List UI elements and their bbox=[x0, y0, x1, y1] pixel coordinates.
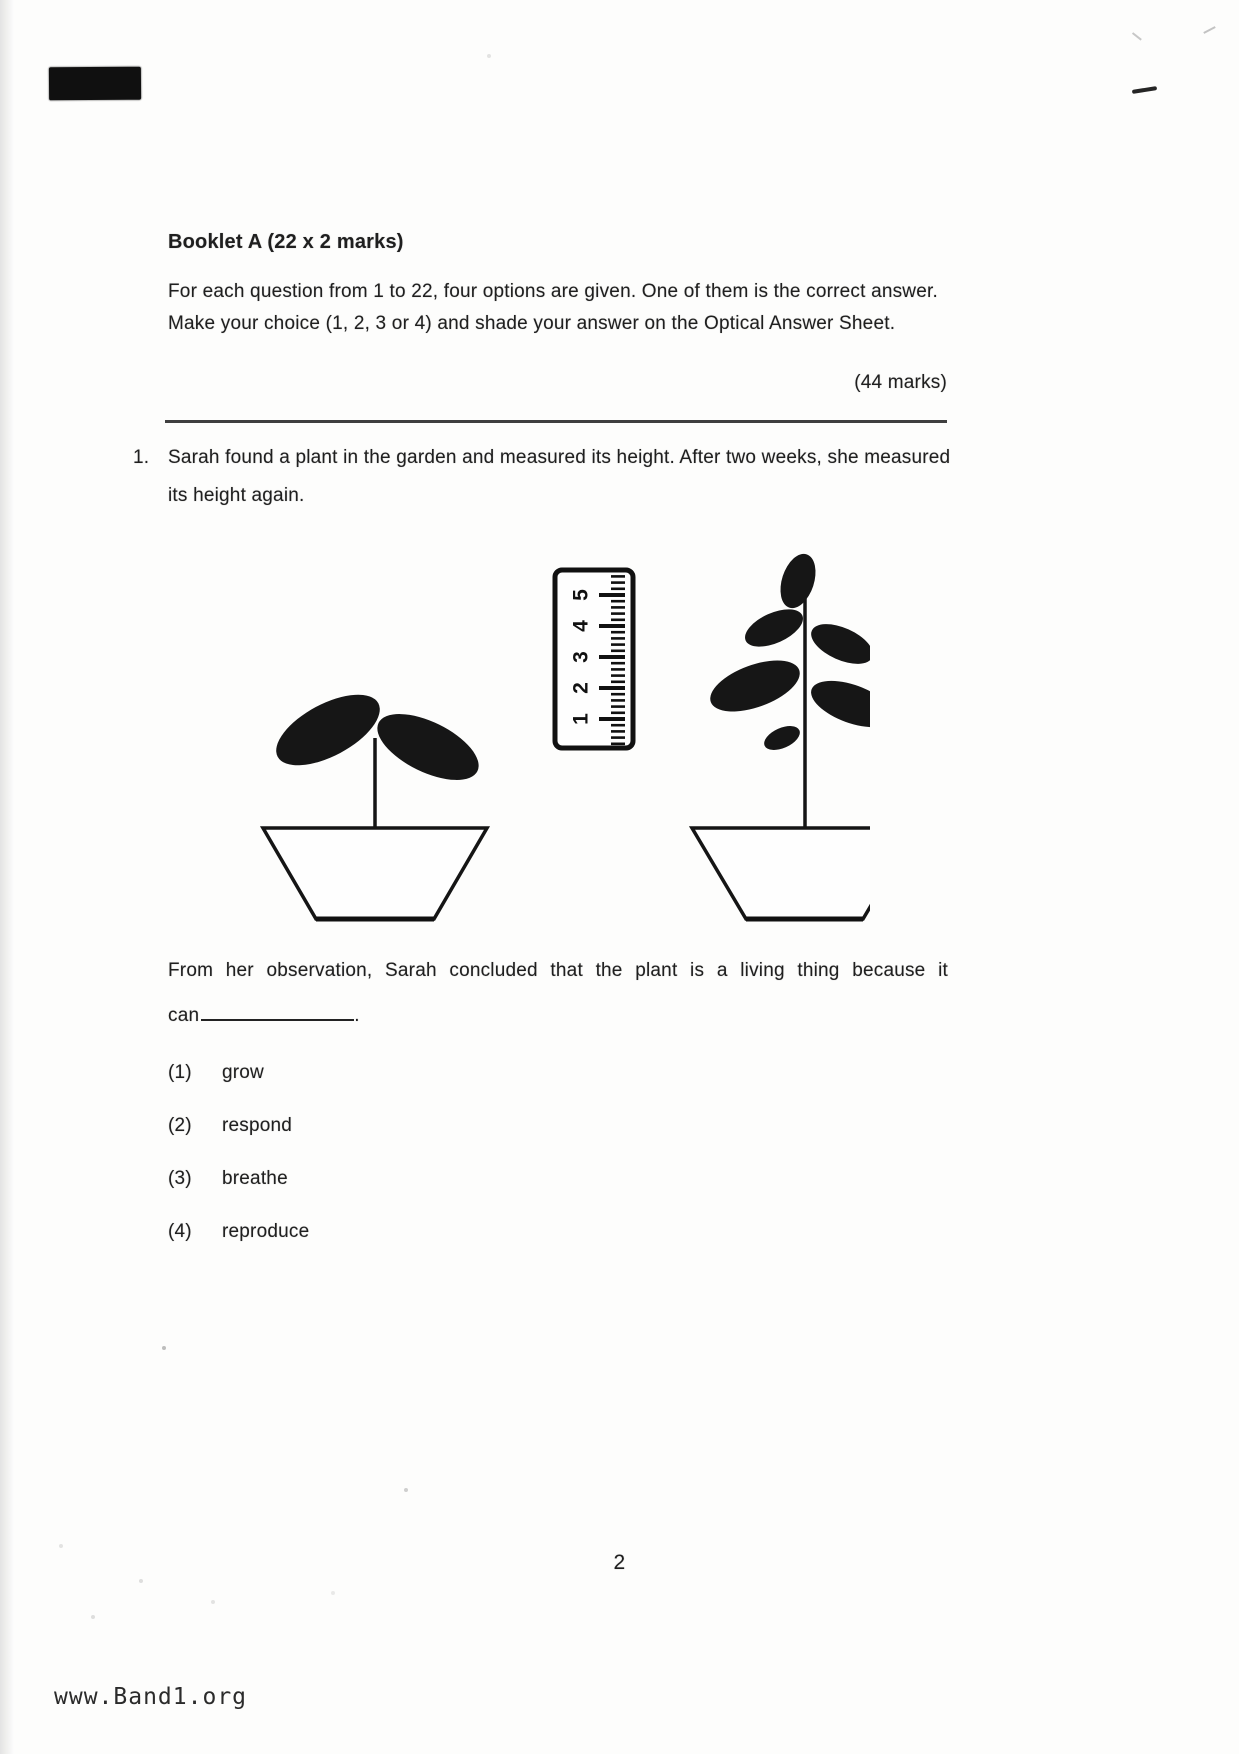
pen-mark-icon bbox=[1203, 26, 1215, 34]
flower-pot bbox=[692, 828, 870, 919]
conclusion-blank-line bbox=[168, 1000, 360, 1027]
option-label: breathe bbox=[222, 1168, 288, 1189]
option-label: reproduce bbox=[222, 1221, 310, 1242]
total-marks-note: (44 marks) bbox=[854, 372, 947, 393]
answer-option-row bbox=[168, 1062, 264, 1084]
option-label: respond bbox=[222, 1115, 293, 1136]
question-text-line-2: its height again. bbox=[168, 485, 305, 506]
redaction-mark bbox=[49, 67, 141, 101]
option-number: (2) bbox=[168, 1115, 192, 1136]
large-plant-illustration bbox=[692, 549, 870, 919]
ruler-number: 5 bbox=[569, 589, 593, 601]
leaf bbox=[805, 616, 870, 672]
instructions-line-2: Make your choice (1, 2, 3 or 4) and shade your answer on the Optical Answer Sheet. bbox=[168, 313, 896, 334]
option-number: (1) bbox=[168, 1062, 192, 1083]
option-number: (4) bbox=[168, 1221, 192, 1242]
scan-speckles bbox=[0, 0, 2, 2]
conclusion-period: . bbox=[354, 1005, 360, 1026]
ruler-illustration bbox=[555, 570, 633, 748]
section-divider-line bbox=[165, 420, 947, 423]
leaf bbox=[761, 721, 804, 755]
leaf bbox=[704, 650, 807, 722]
small-plant-illustration bbox=[263, 680, 488, 919]
scanner-shadow-edge bbox=[0, 0, 14, 1754]
flower-pot bbox=[263, 828, 487, 919]
leaf bbox=[774, 549, 822, 612]
ruler-number: 4 bbox=[569, 620, 593, 632]
answer-option-row bbox=[168, 1168, 288, 1190]
pen-mark-icon bbox=[1132, 20, 1151, 40]
conclusion-text-line-1: From her observation, Sarah concluded that the plant is a living thing because it bbox=[168, 960, 948, 981]
page-number: 2 bbox=[613, 1551, 626, 1574]
answer-option-row bbox=[168, 1115, 292, 1137]
footer-url: www.Band1.org bbox=[54, 1684, 248, 1710]
ruler-number: 3 bbox=[569, 651, 593, 663]
leaf bbox=[265, 680, 390, 779]
question-text-line-1: Sarah found a plant in the garden and measured its height. After two weeks, she measured bbox=[168, 447, 951, 468]
conclusion-prefix: can bbox=[168, 1005, 200, 1026]
answer-blank-underline bbox=[201, 1000, 354, 1021]
leaf bbox=[368, 700, 489, 793]
option-label: grow bbox=[222, 1062, 264, 1083]
leaf bbox=[740, 602, 809, 655]
ruler-number: 1 bbox=[569, 713, 593, 725]
option-number: (3) bbox=[168, 1168, 192, 1189]
ruler-number: 2 bbox=[569, 682, 593, 694]
answer-option-row bbox=[168, 1221, 309, 1243]
booklet-title: Booklet A (22 x 2 marks) bbox=[168, 231, 404, 253]
pen-dash-mark bbox=[1132, 86, 1157, 94]
leaf bbox=[805, 671, 870, 736]
question-number: 1. bbox=[133, 447, 150, 468]
plant-growth-figure bbox=[170, 495, 870, 925]
instructions-line-1: For each question from 1 to 22, four options are given. One of them is the correct answer. bbox=[168, 281, 938, 302]
